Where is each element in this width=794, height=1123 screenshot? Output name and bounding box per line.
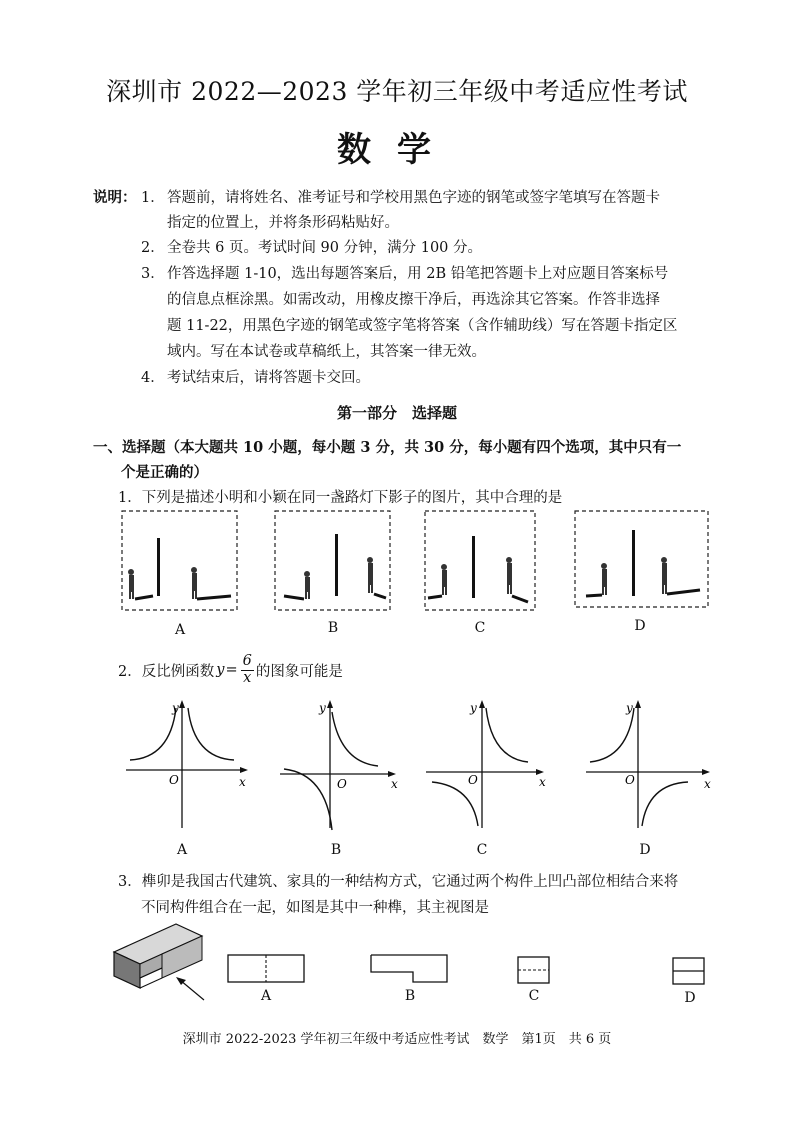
q1-option-a[interactable]: A — [174, 622, 186, 638]
q2-prefix: 2．反比例函数 — [118, 663, 215, 680]
q1-figure-a — [121, 510, 239, 612]
instruction-1-line-1: 答题前，请将姓名、准考证号和学校用黑色字迹的钢笔或签字笔填写在答题卡 — [167, 190, 660, 206]
instruction-1-line-2: 指定的位置上，并将条形码粘贴好。 — [167, 215, 399, 231]
q2-b-axis-x: x — [391, 777, 398, 791]
q1-option-d[interactable]: D — [634, 618, 646, 634]
instructions-label: 说明： — [93, 189, 137, 206]
q3-option-a[interactable]: A — [260, 988, 272, 1004]
q2-d-axis-y: y — [626, 701, 633, 715]
q2-option-c[interactable]: C — [476, 842, 488, 858]
q2-graph-d — [584, 696, 724, 832]
section-heading-line-1: 一、选择题（本大题共 10 小题，每小题 3 分，共 30 分，每小题有四个选项，其中只有一 — [93, 439, 682, 456]
q2-graph-c — [424, 696, 564, 832]
q2-option-a[interactable]: A — [176, 842, 188, 858]
q1-figure-d — [574, 510, 710, 609]
q2-a-axis-y: y — [172, 701, 179, 715]
q2-option-b[interactable]: B — [330, 842, 342, 858]
q2-graph-b — [274, 696, 414, 832]
q2-suffix: 的图象可能是 — [255, 663, 343, 680]
q3-view-b — [368, 952, 452, 986]
q2-d-axis-x: x — [704, 777, 711, 791]
q2-numerator: 6 — [242, 653, 252, 670]
instruction-4-num: 4． — [141, 370, 165, 386]
q3-view-d — [670, 955, 708, 987]
q2-func-y: y — [216, 662, 225, 678]
instruction-3-line-2: 的信息点框涂黑。如需改动，用橡皮擦干净后，再选涂其它答案。作答非选择 — [167, 292, 660, 308]
question-1-text: 1．下列是描述小明和小颖在同一盏路灯下影子的图片，其中合理的是 — [118, 490, 563, 506]
section-heading-line-2: 个是正确的） — [121, 464, 208, 481]
q2-c-axis-y: y — [470, 701, 477, 715]
page-footer: 深圳市 2022-2023 学年初三年级中考适应性考试 数学 第1页 共 6 页 — [182, 1032, 612, 1047]
q2-graph-a — [120, 696, 260, 832]
q2-d-origin: O — [625, 773, 635, 787]
q2-a-axis-x: x — [239, 775, 246, 789]
q3-option-c[interactable]: C — [528, 988, 540, 1004]
q2-option-d[interactable]: D — [639, 842, 651, 858]
part-title: 第一部分 选择题 — [336, 404, 457, 422]
q2-b-origin: O — [337, 777, 347, 791]
instruction-3-line-3: 题 11-22，用黑色字迹的钢笔或签字笔将答案（含作辅助线）写在答题卡指定区 — [167, 318, 678, 334]
q3-view-c — [515, 954, 553, 986]
exam-title: 深圳市 2022—2023 学年初三年级中考适应性考试 — [106, 77, 688, 106]
instruction-1-num: 1． — [141, 190, 165, 206]
q2-b-axis-y: y — [319, 701, 326, 715]
q3-tenon-figure — [110, 918, 214, 1006]
q3-option-d[interactable]: D — [684, 990, 696, 1006]
instruction-3-num: 3． — [141, 266, 165, 282]
question-3-line-1: 3．榫卯是我国古代建筑、家具的一种结构方式，它通过两个构件上凹凸部位相结合来将 — [118, 874, 679, 890]
q2-a-origin: O — [169, 773, 179, 787]
q3-option-b[interactable]: B — [404, 988, 416, 1004]
q2-c-origin: O — [468, 773, 478, 787]
question-3-line-2: 不同构件组合在一起，如图是其中一种榫，其主视图是 — [141, 900, 489, 916]
question-2-text — [118, 650, 343, 690]
q2-c-axis-x: x — [539, 775, 546, 789]
q1-figure-c — [424, 510, 537, 612]
instruction-2-num: 2． — [141, 240, 165, 256]
instruction-3-line-4: 域内。写在本试卷或草稿纸上，其答案一律无效。 — [167, 344, 486, 360]
q2-equals: = — [225, 662, 238, 678]
q1-option-b[interactable]: B — [327, 620, 339, 636]
q1-figure-b — [274, 510, 392, 612]
q1-option-c[interactable]: C — [474, 620, 486, 636]
instruction-2-line-1: 全卷共 6 页。考试时间 90 分钟，满分 100 分。 — [167, 240, 483, 256]
q2-denominator: x — [243, 669, 252, 686]
q2-fraction — [241, 654, 254, 685]
q3-view-a — [225, 952, 309, 986]
instruction-4-line-1: 考试结束后，请将答题卡交回。 — [167, 370, 370, 386]
subject-title: 数学 — [337, 130, 457, 170]
instruction-3-line-1: 作答选择题 1-10，选出每题答案后，用 2B 铅笔把答题卡上对应题目答案标号 — [167, 266, 669, 282]
